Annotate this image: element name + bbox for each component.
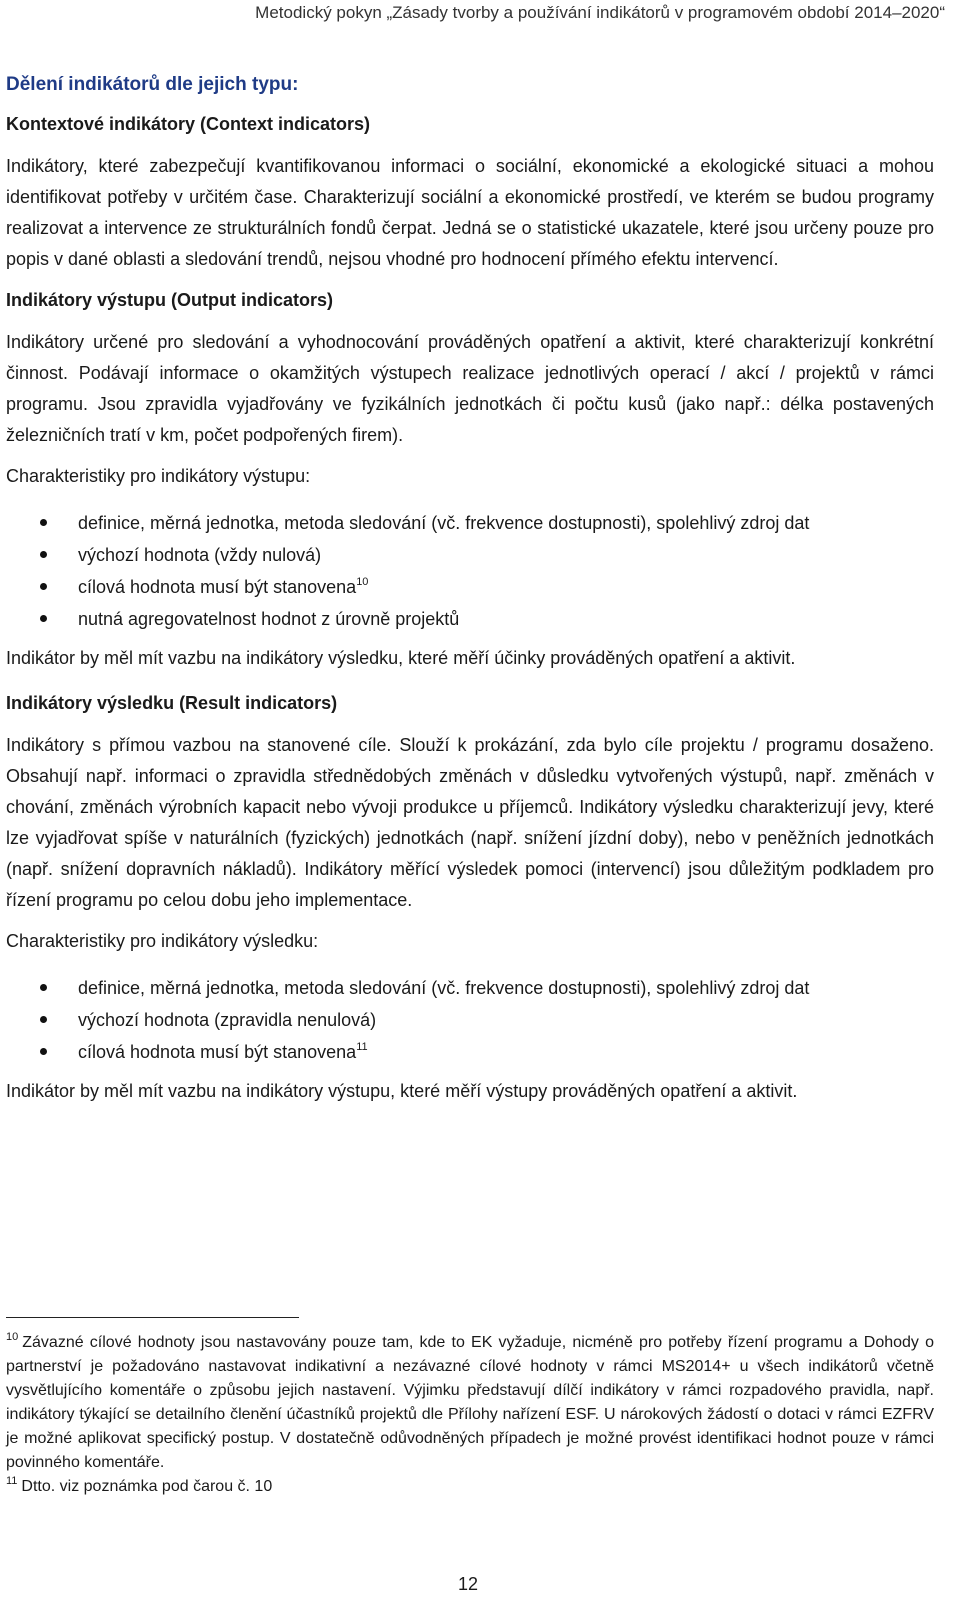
- footnote: [6, 1331, 934, 1475]
- list-item-text: definice, měrná jednotka, metoda sledování (vč. frekvence dostupnosti), spolehlivý zdroj dat: [78, 978, 810, 998]
- footnote-reference[interactable]: 10: [356, 576, 369, 588]
- footnotes: [6, 1331, 934, 1499]
- context-paragraph: Indikátory, které zabezpečují kvantifikovanou informaci o sociální, ekonomické a ekologické situaci a mohou identifikovat potřeby v určitém čase. Charakterizují sociální a ekonomické prostředí, ve kterém se budou programy realizovat a intervence ze strukturálních fondů čerpat. Jedná se o statistické ukazatele, které jsou určeny pouze pro popis v dané oblasti a sledování trendů, nejsou vhodné pro hodnocení přímého efektu intervencí.: [6, 156, 934, 269]
- bullet-icon: [40, 1016, 47, 1023]
- output-paragraph: Indikátory určené pro sledování a vyhodnocování prováděných opatření a aktivit, které charakterizují konkrétní činnost. Podávají informace o okamžitých výstupech realizace jednotlivých operací / akcí / projektů v rámci programu. Jsou zpravidla vyjadřovány ve fyzikálních jednotkách či počtu kusů (jako např.: délka postavených železničních tratí v km, počet podpořených firem).: [6, 332, 934, 445]
- footnote-text: Dtto. viz poznámka pod čarou č. 10: [21, 1478, 273, 1495]
- page-number: 12: [457, 1574, 479, 1594]
- context-heading: Kontextové indikátory (Context indicators): [6, 114, 371, 134]
- page-content: [6, 72, 934, 1123]
- list-item: [6, 1036, 934, 1068]
- list-item-text: definice, měrná jednotka, metoda sledování (vč. frekvence dostupnosti), spolehlivý zdroj dat: [78, 513, 810, 533]
- bullet-icon: [40, 583, 47, 590]
- output-heading: Indikátory výstupu (Output indicators): [6, 290, 334, 310]
- list-item-text: cílová hodnota musí být stanovena: [78, 1042, 357, 1062]
- result-paragraph: Indikátory s přímou vazbou na stanovené cíle. Slouží k prokázání, zda bylo cíle projektu / programu dosaženo. Obsahují např. informaci o zpravidla střednědobých změnách v důsledku vytvořených výstupů, např. změnách v chování, změnách výrobních kapacit nebo vývoji produkce u příjemců. Indikátory výsledku charakterizují jevy, které lze vyjadřovat spíše v naturálních (fyzických) jednotkách (např. snížení jízdní doby), nebo v peněžních jednotkách (např. snížení dopravních nákladů). Indikátory měřící výsledek pomoci (intervencí) jsou důležitým podkladem pro řízení programu po celou dobu jeho implementace.: [6, 735, 934, 910]
- output-closing: Indikátor by měl mít vazbu na indikátory výsledku, které měří účinky prováděných opatření a aktivit.: [6, 648, 796, 668]
- footnote-number: 10: [6, 1331, 19, 1343]
- footnote: [6, 1475, 934, 1499]
- bullet-icon: [40, 984, 47, 991]
- footnote-text: Závazné cílové hodnoty jsou nastavovány pouze tam, kde to EK vyžaduje, nicméně pro potřeby řízení programu a Dohody o partnerství je požadováno nastavovat indikativní a nezávazné cílové hodnoty v rámci MS2014+ u všech indikátorů včetně vysvětlujícího komentáře o způsobu jejich nastavení. Výjimku představují dílčí indikátory v rámci rozpadového pravidla, např. indikátory týkající se detailního členění účastníků projektů dle Přílohy nařízení ESF. U nárokových žádostí o dotaci v rámci EZFRV je možné aplikovat specifický postup. V dostatečně odůvodněných případech je možné provést identifikaci hodnot pouze v rámci povinného komentáře.: [6, 1334, 934, 1471]
- bullet-icon: [40, 1048, 47, 1055]
- bullet-icon: [40, 615, 47, 622]
- output-characteristics-list: [6, 507, 934, 635]
- section-title: Dělení indikátorů dle jejich typu:: [6, 74, 299, 95]
- list-item-text: nutná agregovatelnost hodnot z úrovně projektů: [78, 609, 460, 629]
- footnote-separator: [6, 1317, 299, 1318]
- list-item-text: výchozí hodnota (vždy nulová): [78, 545, 322, 565]
- result-closing: Indikátor by měl mít vazbu na indikátory výstupu, které měří výstupy prováděných opatření a aktivit.: [6, 1081, 798, 1101]
- list-item: [6, 603, 934, 635]
- footnote-reference[interactable]: 11: [356, 1041, 368, 1053]
- list-item: [6, 539, 934, 571]
- list-item: [6, 1004, 934, 1036]
- list-item: [6, 507, 934, 539]
- footnote-number: 11: [6, 1475, 18, 1487]
- bullet-icon: [40, 519, 47, 526]
- list-item-text: cílová hodnota musí být stanovena: [78, 577, 357, 597]
- result-characteristics-list: [6, 972, 934, 1068]
- bullet-icon: [40, 551, 47, 558]
- running-header: Metodický pokyn „Zásady tvorby a používání indikátorů v programovém období 2014–2020“: [255, 3, 945, 22]
- result-characteristics-label: Charakteristiky pro indikátory výsledku:: [6, 931, 319, 951]
- result-heading: Indikátory výsledku (Result indicators): [6, 693, 338, 713]
- list-item: [6, 972, 934, 1004]
- list-item: [6, 571, 934, 603]
- output-characteristics-label: Charakteristiky pro indikátory výstupu:: [6, 466, 311, 486]
- list-item-text: výchozí hodnota (zpravidla nenulová): [78, 1010, 377, 1030]
